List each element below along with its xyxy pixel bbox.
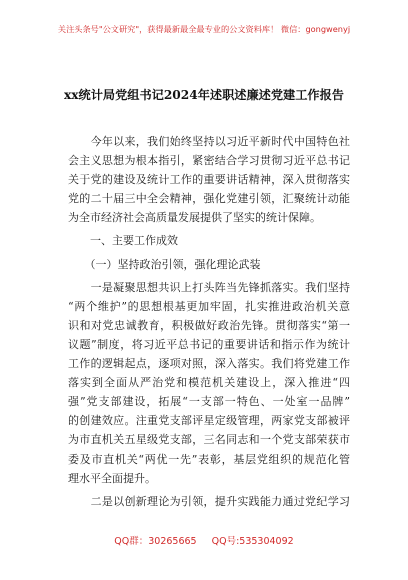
body-line: 一是凝聚思想共识上打头阵当先锋抓落实。我们坚持 <box>68 280 350 294</box>
qq-number-text: QQ号:535304092 <box>211 536 294 547</box>
subsection-heading: （一）坚持政治引领，强化理论武装 <box>68 257 261 271</box>
body-line: 识和对党忠诚教育，积极做好政治先锋。贯彻落实“第一 <box>68 318 350 332</box>
body-line: 强”党支部建设，拓展“一支部一特色、一处室一品牌” <box>68 395 350 409</box>
contact-footer <box>0 533 408 547</box>
body-line: 落实到全面从严治党和模范机关建设上，深入推进“四 <box>68 376 350 390</box>
body-line: 为市直机关五星级党支部，三名同志和一个党支部荣获市 <box>68 433 350 447</box>
body-line: 委及市直机关“两优一先”表彰，基层党组织的规范化管 <box>68 452 350 466</box>
section-heading: 一、主要工作成效 <box>68 234 178 248</box>
document-title: xx统计局党组书记2024年述职述廉述党建工作报告 <box>63 88 344 102</box>
body-line: 今年以来，我们始终坚持以习近平新时代中国特色社 <box>68 135 350 148</box>
body-line: 工作的逻辑起点，逐项对照，深入落实。我们将党建工作 <box>68 357 350 371</box>
body-line: 关于党的建设及统计工作的重要讲话精神，深入贯彻落实 <box>68 173 350 187</box>
promo-banner: 关注头条号"公文研究"，获得最新最全最专业的公文资料库！ 微信：gongwenyj <box>57 24 351 34</box>
body-line: 为全市经济社会高质量发展提供了坚实的统计保障。 <box>68 211 321 225</box>
body-line: 二是以创新理论为引领，提升实践能力通过党纪学习 <box>68 494 350 508</box>
qq-group-text: QQ群：30265665 <box>114 536 197 547</box>
document-body <box>68 132 350 511</box>
body-line: 的创建效应。注重党支部评星定级管理，两家党支部被评 <box>68 414 350 428</box>
body-line: “两个维护”的思想根基更加牢固，扎实推进政治机关意 <box>68 299 350 313</box>
body-line: 党的二十届三中全会精神，强化党建引领，汇聚统计动能 <box>68 192 350 206</box>
body-line: 议题”制度，将习近平总书记的重要讲话和指示作为统计 <box>68 337 350 351</box>
body-line: 理水平全面提升。 <box>68 471 156 485</box>
body-line: 会主义思想为根本指引，紧密结合学习贯彻习近平总书记 <box>68 154 350 168</box>
